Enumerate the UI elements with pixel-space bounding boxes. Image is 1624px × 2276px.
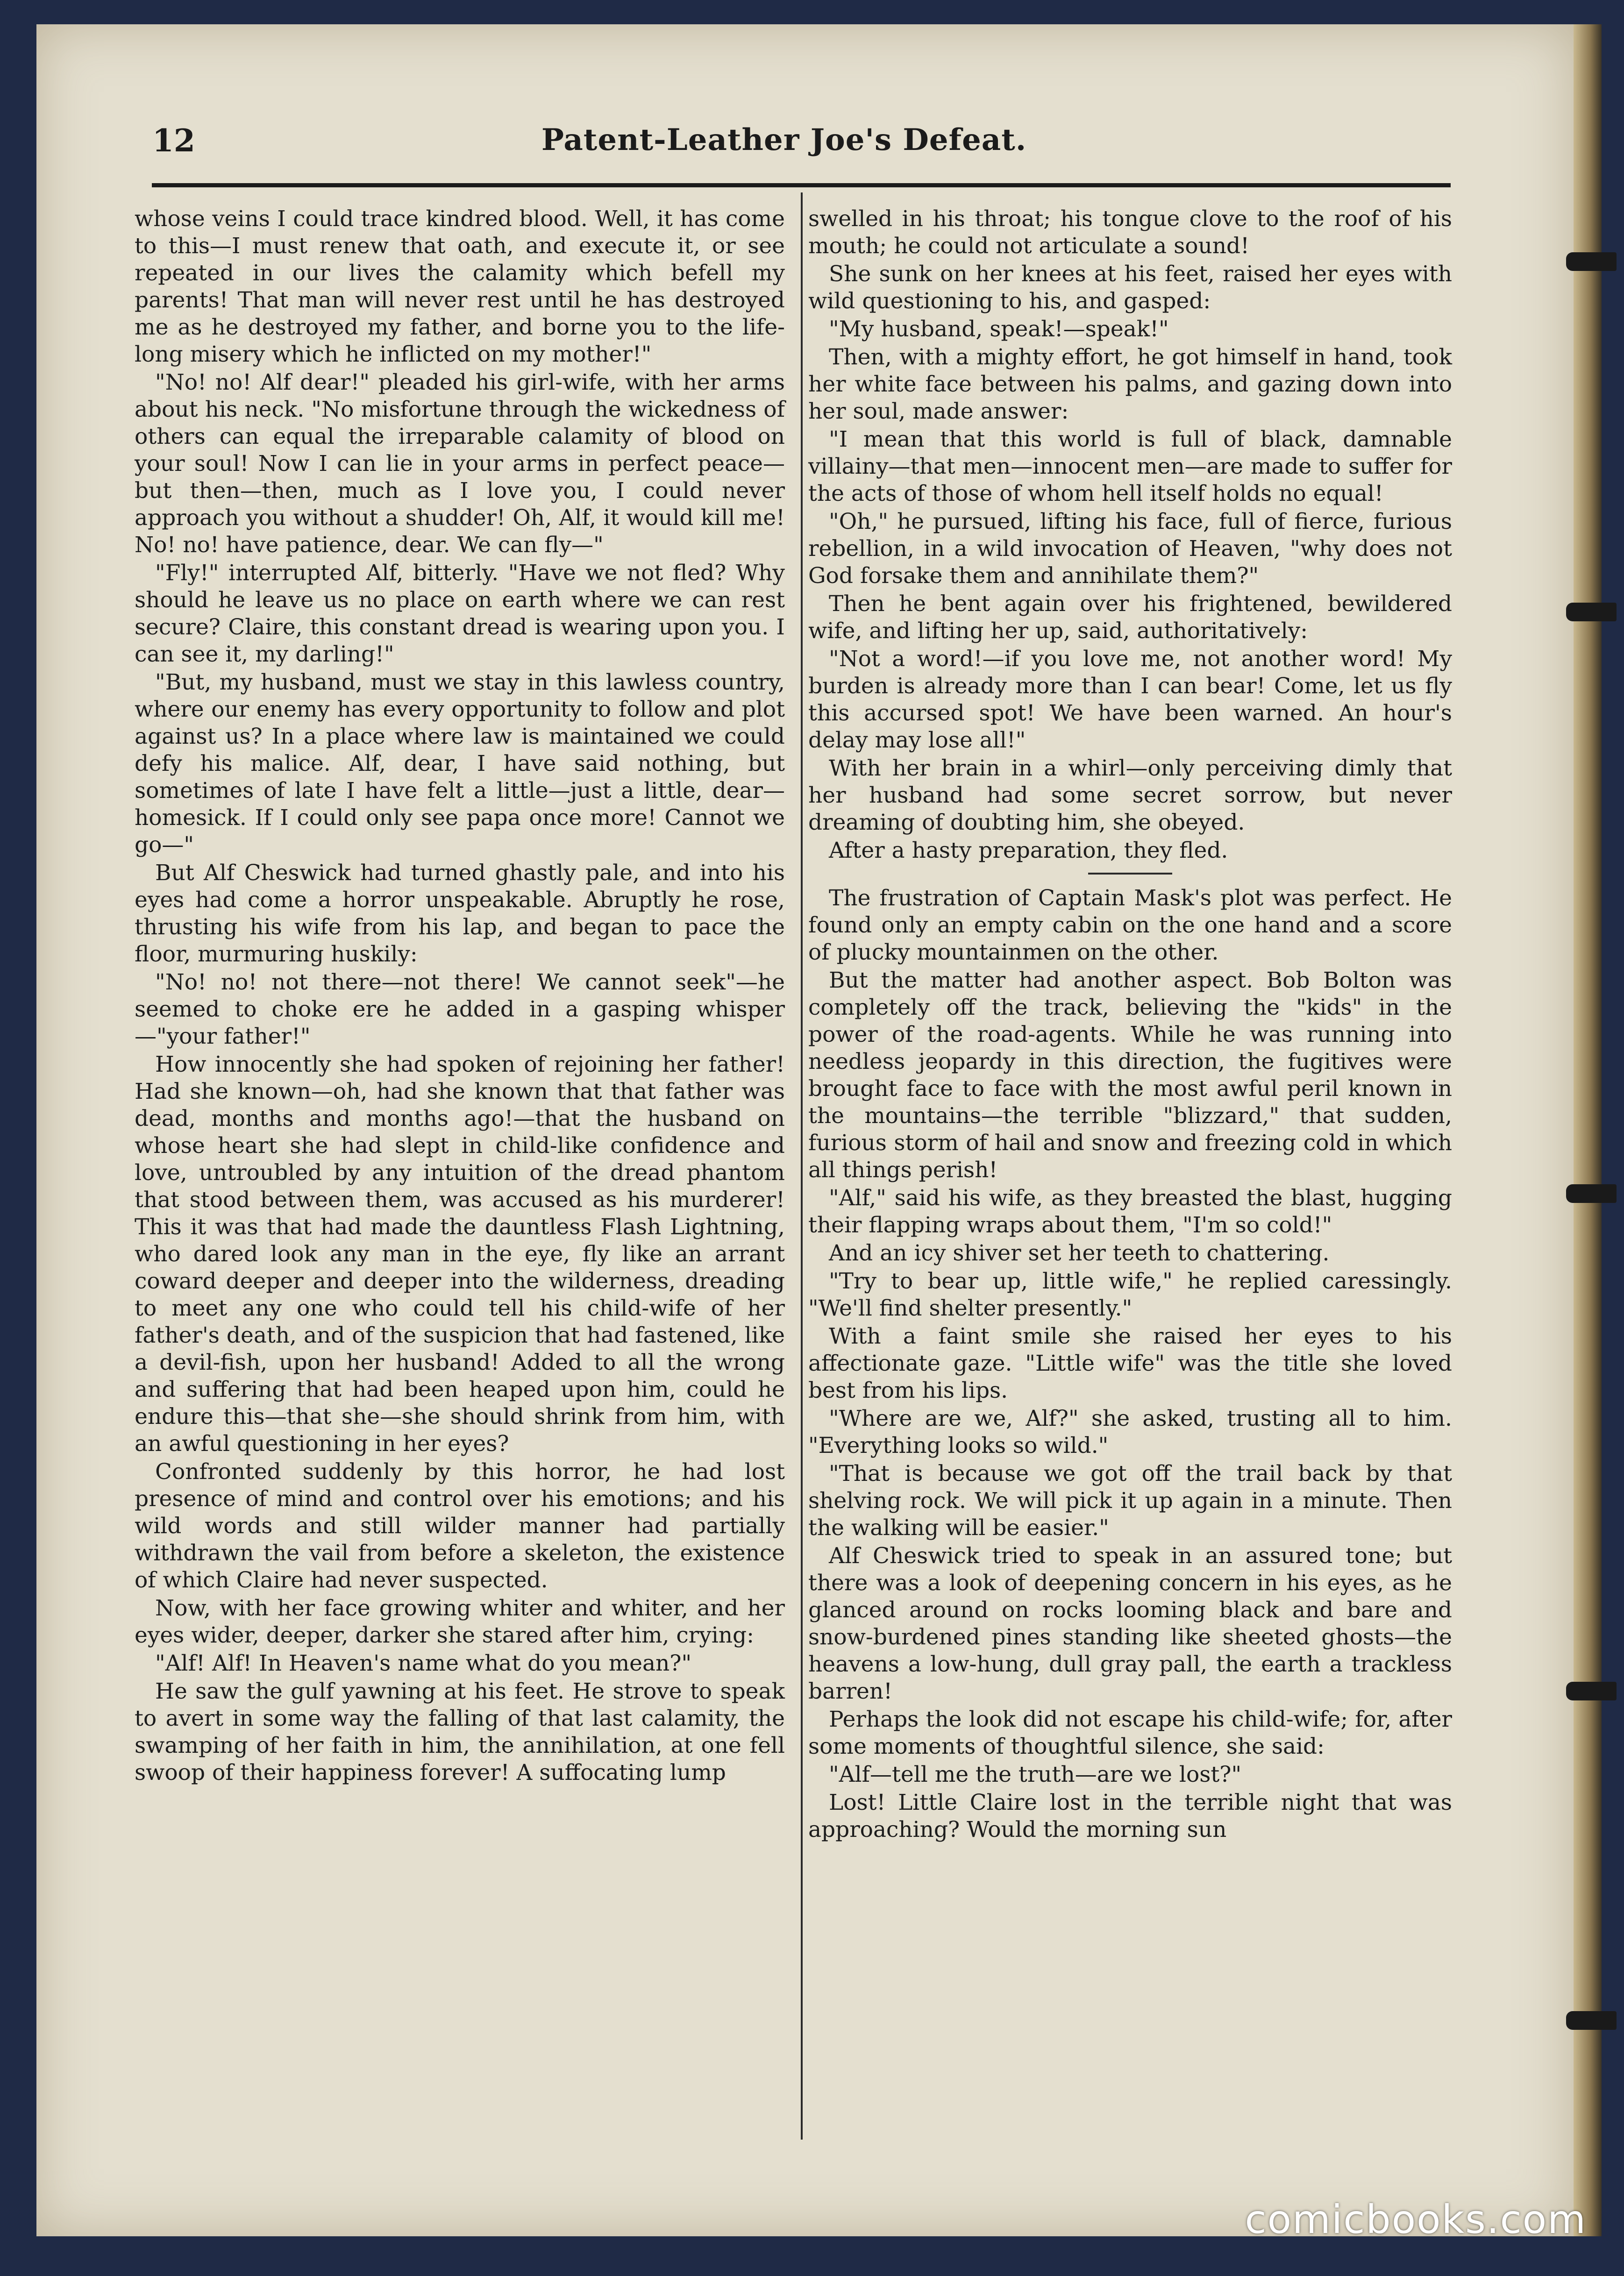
- paragraph: "Try to bear up, little wife," he replied caressingly. "We'll find shelter presently.": [808, 1268, 1452, 1321]
- paragraph: "My husband, speak!—speak!": [829, 316, 1169, 342]
- right-column: [808, 206, 1452, 1844]
- paragraph: swelled in his throat; his tongue clove to the roof of his mouth; he could not articulate a sound!: [808, 206, 1452, 259]
- paragraph: Then he bent again over his frightened, bewildered wife, and lifting her up, said, authoritatively:: [808, 591, 1452, 644]
- paragraph: She sunk on her knees at his feet, raised her eyes with wild questioning to his, and gasped:: [808, 261, 1452, 314]
- paragraph: "I mean that this world is full of black, damnable villainy—that men—innocent men—are made to suffer for the acts of those of whom hell itself holds no equal!: [808, 427, 1452, 506]
- section-divider: [1088, 873, 1172, 875]
- paragraph: "No! no! not there—not there! We cannot seek"—he seemed to choke ere he added in a gasping whisper—"your father!": [135, 969, 785, 1049]
- paragraph: Lost! Little Claire lost in the terrible night that was approaching? Would the morning sun: [808, 1790, 1452, 1842]
- paragraph: "Alf! Alf! In Heaven's name what do you mean?": [155, 1650, 692, 1676]
- paragraph: With her brain in a whirl—only perceiving dimly that her husband had some secret sorrow, but never dreaming of doubting him, she obeyed.: [808, 755, 1452, 835]
- paragraph: The frustration of Captain Mask's plot was perfect. He found only an empty cabin on the one hand and a score of plucky mountainmen on the other.: [808, 885, 1452, 965]
- paragraph: But Alf Cheswick had turned ghastly pale, and into his eyes had come a horror unspeakable. Abruptly he rose, thrusting his wife from his lap, and began to pace the floor, murmuring huskily:: [135, 860, 785, 967]
- staple-2: [1566, 603, 1617, 621]
- header-rule: [152, 183, 1451, 187]
- page-header: [111, 122, 1457, 174]
- paragraph: "Alf—tell me the truth—are we lost?": [829, 1762, 1242, 1787]
- paragraph: How innocently she had spoken of rejoining her father! Had she known—oh, had she known that that father was dead, months and months ago!—that the husband on whose heart she had slept in child-like confidence and love, untroubled by any intuition of the dread phantom that stood between them, was accused as his murderer! This it was that had made the dauntless Flash Lightning, who dared look any man in the eye, fly like an arrant coward deeper and deeper into the wilderness, dreading to meet any one who could tell his child-wife of her father's death, and of the suspicion that had fastened, like a devil-fish, upon her husband! Added to all the wrong and suffering that had been heaped upon him, could he endure this—that she—she should shrink from him, with an awful questioning in her eyes?: [135, 1052, 785, 1457]
- page-number: 12: [152, 122, 195, 159]
- page-edge: [1574, 24, 1602, 2236]
- staple-1: [1566, 252, 1617, 271]
- paragraph: And an icy shiver set her teeth to chattering.: [829, 1240, 1330, 1266]
- staple-4: [1566, 1682, 1617, 1700]
- left-column: [135, 206, 785, 1787]
- paragraph: "No! no! Alf dear!" pleaded his girl-wife, with her arms about his neck. "No misfortune through the wickedness of others can equal the irreparable calamity of blood on your soul! Now I can lie in your arms in perfect peace—but then—then, much as I love you, I could never approach you without a shudder! Oh, Alf, it would kill me! No! no! have patience, dear. We can fly—": [135, 370, 785, 558]
- paragraph: Now, with her face growing whiter and whiter, and her eyes wider, deeper, darker she stared after him, crying:: [135, 1595, 785, 1648]
- paragraph: "Not a word!—if you love me, not another word! My burden is already more than I can bear! Come, let us fly this accursed spot! We have been warned. An hour's delay may lose all!": [808, 646, 1452, 753]
- paragraph: "Fly!" interrupted Alf, bitterly. "Have we not fled? Why should he leave us no place on earth where we can rest secure? Claire, this constant dread is wearing upon you. I can see it, my darling!": [135, 560, 785, 667]
- watermark: comicbooks.com: [1245, 2197, 1587, 2242]
- paragraph: Perhaps the look did not escape his child-wife; for, after some moments of thoughtful silence, she said:: [808, 1707, 1452, 1759]
- paragraph: Confronted suddenly by this horror, he had lost presence of mind and control over his emotions; and his wild words and still wilder manner had partially withdrawn the vail from before a skeleton, the existence of which Claire had never suspected.: [135, 1459, 785, 1593]
- paragraph: He saw the gulf yawning at his feet. He strove to speak to avert in some way the falling of that last calamity, the swamping of her faith in him, the annihilation, at one fell swoop of their happiness forever! A suffocating lump: [135, 1679, 785, 1785]
- staple-5: [1566, 2011, 1617, 2030]
- paragraph: After a hasty preparation, they fled.: [829, 838, 1228, 863]
- paragraph: With a faint smile she raised her eyes to his affectionate gaze. "Little wife" was the title she loved best from his lips.: [808, 1323, 1452, 1403]
- paragraph: whose veins I could trace kindred blood. Well, it has come to this—I must renew that oath, and execute it, or see repeated in our lives the calamity which befell my parents! That man will never rest until he has destroyed me as he destroyed my father, and borne you to the life-long misery which he inflicted on my mother!": [135, 206, 785, 367]
- staple-3: [1566, 1184, 1617, 1203]
- paragraph: But the matter had another aspect. Bob Bolton was completely off the track, believing the "kids" in the power of the road-agents. While he was running into needless jeopardy in this direction, the fugitives were brought face to face with the most awful peril known in the mountains—the terrible "blizzard," that sudden, furious storm of hail and snow and freezing cold in which all things perish!: [808, 967, 1452, 1183]
- paragraph: "Alf," said his wife, as they breasted the blast, hugging their flapping wraps about them, "I'm so cold!": [808, 1185, 1452, 1238]
- column-divider: [801, 192, 803, 2140]
- running-title: Patent-Leather Joe's Defeat.: [541, 122, 1027, 157]
- paragraph: "That is because we got off the trail back by that shelving rock. We will pick it up again in a minute. Then the walking will be easier.": [808, 1461, 1452, 1541]
- paragraph: Alf Cheswick tried to speak in an assured tone; but there was a look of deepening concern in his eyes, as he glanced around on rocks looming black and bare and snow-burdened pines standing like sheeted ghosts—the heavens a low-hung, dull gray pall, the earth a trackless barren!: [808, 1543, 1452, 1704]
- paragraph: "Oh," he pursued, lifting his face, full of fierce, furious rebellion, in a wild invocation of Heaven, "why does not God forsake them and annihilate them?": [808, 509, 1452, 589]
- paragraph: "Where are we, Alf?" she asked, trusting all to him. "Everything looks so wild.": [808, 1406, 1452, 1458]
- paragraph: Then, with a mighty effort, he got himself in hand, took her white face between his palms, and gazing down into her soul, made answer:: [808, 344, 1452, 424]
- paragraph: "But, my husband, must we stay in this lawless country, where our enemy has every opportunity to follow and plot against us? In a place where law is maintained we could defy his malice. Alf, dear, I have said nothing, but sometimes of late I have felt a little—just a little, dear—homesick. If I could only see papa once more! Cannot we go—": [135, 669, 785, 858]
